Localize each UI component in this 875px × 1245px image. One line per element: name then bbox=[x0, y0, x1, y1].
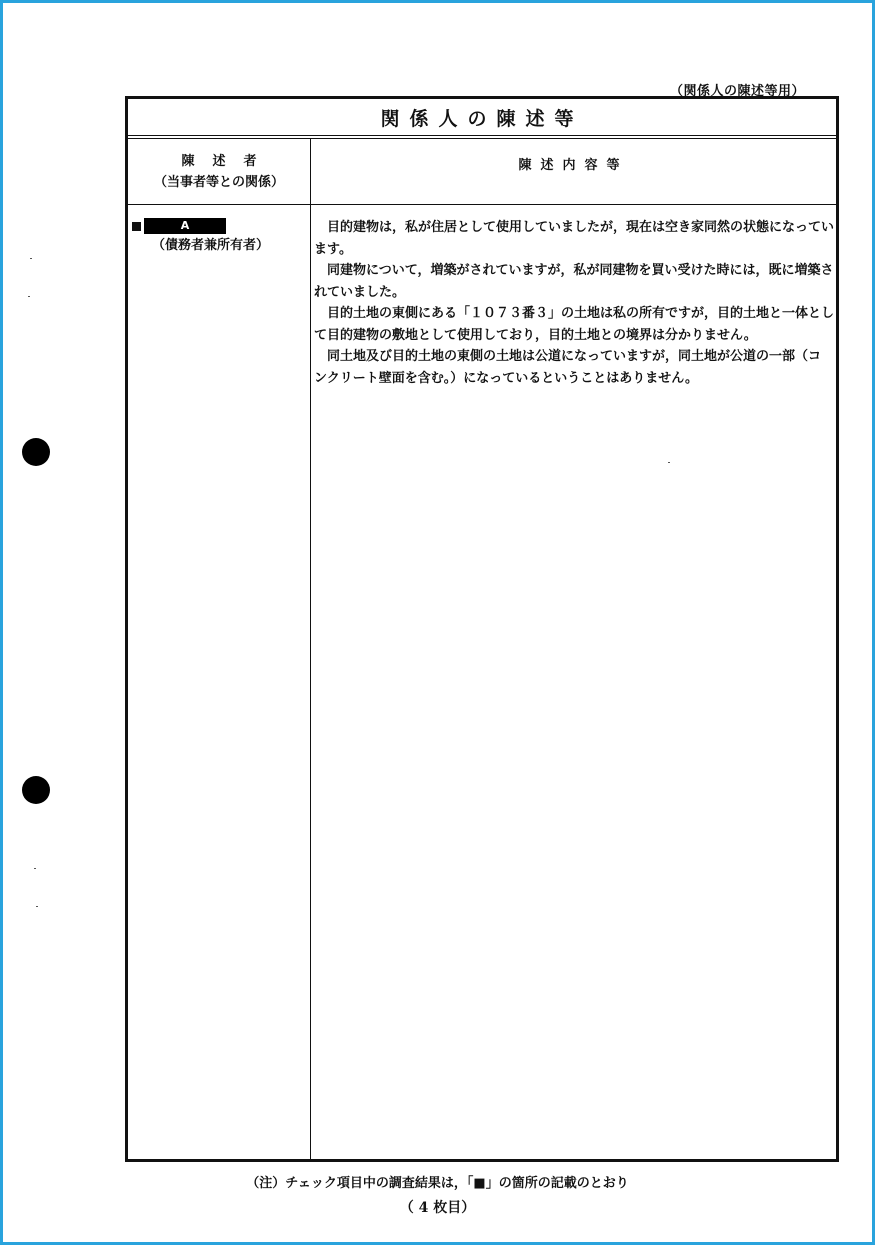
header-content-label: 陳述内容等 bbox=[518, 157, 629, 173]
statement-form-table bbox=[125, 96, 839, 1162]
page-number-mark: （ 4 枚目） bbox=[399, 1200, 476, 1216]
footer-note: （注）チェック項目中の調査結果は，「■」の箇所の記載のとおり bbox=[246, 1176, 629, 1191]
statement-paragraph: 目的土地の東側にある「１０７３番３」の土地は私の所有ですが，目的土地と一体として目的建物の敷地として使用しており，目的土地との境界は分かりません。 bbox=[314, 306, 835, 343]
redacted-speaker-name: A bbox=[144, 218, 226, 234]
header-speaker-label: 陳述者 bbox=[181, 154, 275, 169]
form-title: 関係人の陳述等 bbox=[128, 99, 836, 139]
header-speaker-relation-label: （当事者等との関係） bbox=[153, 175, 284, 190]
statement-paragraph: 同土地及び目的土地の東側の土地は公道になっていますが，同土地が公道の一部（コンクリート壁面を含む。）になっているということはありません。 bbox=[314, 349, 822, 386]
statement-paragraph: 目的建物は，私が住居として使用していましたが，現在は空き家同然の状態になっています。 bbox=[314, 220, 835, 257]
speck bbox=[30, 258, 32, 259]
statement-content bbox=[314, 217, 834, 389]
speaker-cell bbox=[132, 217, 308, 255]
header-speaker bbox=[128, 139, 310, 205]
punch-hole-top bbox=[22, 438, 50, 466]
header-row bbox=[128, 139, 836, 205]
checked-box-icon bbox=[132, 222, 141, 231]
statement-paragraph: 同建物について，増築がされていますが，私が同建物を買い受けた時には，既に増築されていました。 bbox=[314, 263, 834, 300]
speaker-name-row bbox=[132, 217, 308, 235]
speck bbox=[28, 296, 30, 297]
punch-hole-bottom bbox=[22, 776, 50, 804]
speck bbox=[36, 906, 38, 907]
speck bbox=[34, 868, 36, 869]
column-divider bbox=[310, 139, 311, 1159]
form-type-label: （関係人の陳述等用） bbox=[669, 84, 805, 99]
speaker-relation: （債務者兼所有者） bbox=[152, 238, 270, 253]
